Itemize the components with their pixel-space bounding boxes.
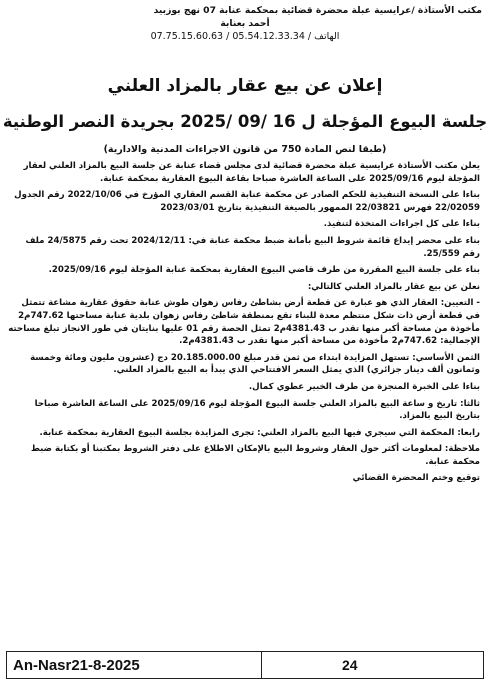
session-title: جلسة البيوع المؤجلة ل 16 /09 /2025 بجريدة النصر الوطنية — [2, 112, 488, 131]
paragraph-date-time: ثالثا: تاريخ و ساعة البيع بالمزاد العلني جلسة البيوع المؤجلة ليوم 2025/09/16 على الساعة العاشرة صباحا بتاريخ البيع بالمزاد. — [34, 398, 480, 422]
paragraph-session: بناء على جلسة البيع المقررة من طرف قاضي البيوع العقارية بمحكمة عنابة المؤجلة ليوم 2025/09/16. — [48, 265, 480, 276]
announcement-title: إعلان عن بيع عقار بالمزاد العلني — [107, 76, 383, 96]
paragraph-court: رابعا: المحكمة التي سيجري فيها البيع بالمزاد العلني: تجرى المزايدة بجلسة البيوع العقارية بمحكمة عنابة. — [39, 427, 480, 438]
announcement-body — [8, 160, 480, 489]
office-header — [8, 4, 482, 43]
paragraph-intro: يعلن مكتب الأستاذة عرايسية عبلة محضرة قضائية لدى مجلس قضاء عنابة عن جلسة البيع بالمزاد العلني لعقار المؤجلة ليوم 2025/09/16 على الساعة العاشرة صباحا بقاعة البيوع العقارية بمحكمة عنابة. — [23, 161, 480, 184]
paragraph-sale-intro: نعلن عن بيع عقار بالمزاد العلني كالتالي: — [307, 281, 480, 292]
page-number: 24 — [342, 657, 358, 673]
signature-line: توقيع وختم المحضرة القضائي — [352, 473, 480, 484]
paragraph-procedures: بناءا على كل اجراءات المتخذة لتنفيذ. — [323, 219, 480, 230]
paragraph-property: - التعيين: العقار الذي هو عبارة عن قطعة أرض بشاطئ رفاس زهوان طوش عنابة حقوق عقارية مشاعة تتمثل في قطعة أرض ذات شكل منتظم معدة للبناء تقع بمنطقة شاطئ رفاس زهوان بلدية عنابة مساحتها 747.62م2 مأخوذة من مساحة أكبر منها تقدر ب 4381.43م2 تمثل الحصة رقم 01 عليها بنايتان في طور الانجاز تبلغ مساحته الإجمالية: 747.62م2 مأخوذة من مساحة أكبر منها تقدر ب 4381.43م2. — [8, 298, 480, 347]
office-address-line: مكتب الأستاذة /عرايسية عبلة محضرة قضائية بمحكمة عنابة 07 نهج بوزبيد — [153, 5, 482, 16]
office-city-line: أحمد بعنابة — [220, 18, 270, 29]
paragraph-expertise: بناءا على الخبرة المنجزة من طرف الخبير عطوي كمال. — [248, 381, 480, 392]
law-reference: (طبقا لنص المادة 750 من قانون الاجراءات المدنية والادارية) — [103, 144, 387, 155]
page-footer — [6, 651, 484, 679]
paragraph-deposit: بناء على محضر إيداع قائمة شروط البيع بأمانة ضبط محكمة عنابة في: 2024/12/11 تحت رقم 24/5875 ملف رقم 25/559. — [25, 235, 480, 259]
paragraph-price: الثمن الأساسي: تستهل المزايدة ابتداء من ثمن قدر مبلغ 20.185.000.00 دج (عشرون مليون ومائة وخمسة وثمانون ألف دينار جزائري) الذي يمثل السعر الافتتاحي الذي يبدأ به البيع بالمزاد العلني. — [30, 352, 480, 376]
publication-label: An-Nasr21-8-2025 — [7, 652, 262, 678]
paragraph-note: ملاحظة: لمعلومات أكثر حول العقار وشروط البيع بالإمكان الاطلاع على دفتر الشروط بمكتبنا أو بكتابة ضبط محكمة عنابة. — [30, 444, 480, 467]
paragraph-judgment: بناءا على النسخة التنفيذية للحكم الصادر عن محكمة عنابة القسم العقاري المؤرخ في 2022/10/06 رقم الجدول 22/02059 فهرس 22/03821 الممهور بالصيغة التنفيذية بتاريخ 2023/03/01 — [14, 190, 480, 213]
office-phone: الهاتف / 05.54.12.33.34 / 07.75.15.60.63 — [150, 31, 340, 42]
